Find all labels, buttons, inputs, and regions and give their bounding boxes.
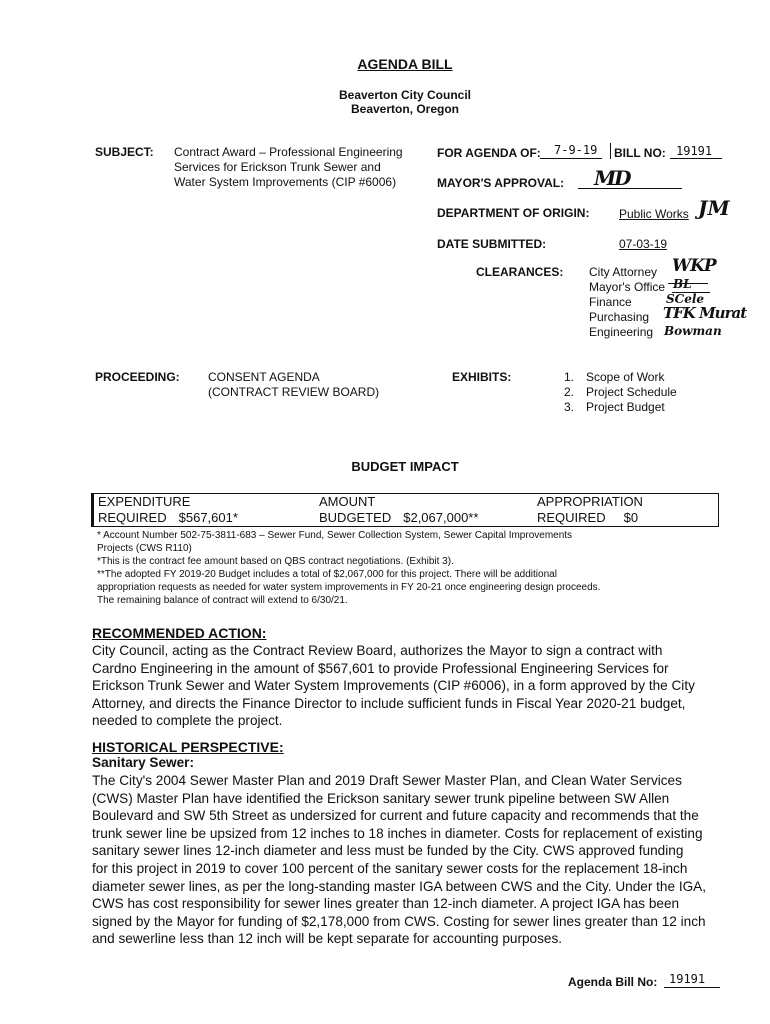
- proceeding-label: PROCEEDING:: [95, 370, 180, 384]
- expenditure-label: EXPENDITURE: [98, 494, 191, 509]
- clearance-signature: SCele: [666, 292, 705, 306]
- exhibit-item: 3. Project Budget: [564, 400, 665, 414]
- clearance-item: Engineering: [589, 325, 654, 339]
- body-line: diameter sewer lines, as per the long-standing master IGA between CWS and the City. Under the IGA,: [92, 878, 707, 894]
- bill-no-value: 19191: [676, 144, 713, 158]
- budget-impact-heading: BUDGET IMPACT: [351, 459, 459, 474]
- agenda-date-line: [540, 158, 602, 159]
- clearance-signature: WKP: [672, 256, 716, 276]
- agenda-of-label: FOR AGENDA OF:: [437, 146, 541, 160]
- mayor-signature: MD: [594, 166, 630, 190]
- body-line: Erickson Trunk Sewer and Water System Improvements (CIP #6006), in a form approved by the City: [92, 678, 695, 694]
- page-title: AGENDA BILL: [357, 56, 453, 72]
- clearances-label: CLEARANCES:: [476, 265, 564, 279]
- amount-label: AMOUNT: [319, 494, 376, 509]
- body-line: The City's 2004 Sewer Master Plan and 2019 Draft Sewer Master Plan, and Clean Water Services: [92, 773, 682, 788]
- footnote-line: *This is the contract fee amount based on QBS contract negotiations. (Exhibit 3).: [97, 556, 454, 567]
- body-line: and sewerline less than 12 inch will be kept separate for accounting purposes.: [92, 931, 563, 947]
- bill-no-label: BILL NO:: [614, 146, 666, 160]
- recommended-action-text: [92, 642, 752, 730]
- mayor-approval-label: MAYOR'S APPROVAL:: [437, 176, 565, 190]
- body-line: trunk sewer line be upsized from 12 inches to 18 inches in diameter. Costs for replacement of existing: [92, 825, 703, 841]
- footer-bill-label: Agenda Bill No:: [568, 975, 658, 989]
- body-line: (CWS) Master Plan have identified the Erickson sanitary sewer trunk pipeline between SW Allen: [92, 790, 670, 806]
- exhibits-list: [564, 370, 677, 415]
- subject-label: SUBJECT:: [95, 145, 154, 159]
- budget-footnotes: [97, 529, 737, 607]
- exhibit-item: 2. Project Schedule: [564, 385, 677, 399]
- body-line: CWS has cost responsibility for sewer lines greater than 12-inch diameter. A project IGA has been: [92, 896, 680, 912]
- council-location: Beaverton, Oregon: [350, 102, 460, 116]
- clearance-signature: Bowman: [664, 324, 722, 338]
- appropriation-value: $0: [623, 510, 639, 525]
- clearances-list: [589, 265, 665, 340]
- date-submitted-value: 07-03-19: [619, 237, 668, 251]
- agenda-date: 7-9-19: [554, 143, 598, 157]
- department-value: Public Works: [619, 207, 689, 221]
- subject-text: [174, 145, 403, 190]
- footnote-line: * Account Number 502-75-3811-683 – Sewer Fund, Sewer Collection System, Sewer Capital Improvements: [97, 530, 573, 541]
- department-initials: JM: [698, 196, 730, 220]
- clearance-signature: TFK Murat: [663, 304, 747, 322]
- appropriation-label: APPROPRIATION: [537, 494, 643, 509]
- clearance-item: Finance: [589, 295, 632, 309]
- sanitary-sewer-subheading: Sanitary Sewer:: [92, 755, 194, 770]
- amount-value: $2,067,000**: [403, 510, 479, 525]
- clearance-item: City Attorney: [589, 265, 658, 279]
- footnote-line: **The adopted FY 2019-20 Budget includes a total of $2,067,000 for this project. There will be additional: [97, 569, 557, 580]
- footnote-line: appropriation requests as needed for water system improvements in FY 20-21 once engineering design proceeds.: [97, 582, 601, 593]
- recommended-action-heading: RECOMMENDED ACTION:: [92, 625, 267, 641]
- clearance-item: Mayor's Office: [589, 280, 666, 294]
- appropriation-required: REQUIRED $0: [537, 510, 639, 525]
- proceeding-text: [208, 370, 379, 400]
- footnote-line: The remaining balance of contract will extend to 6/30/21.: [97, 595, 348, 606]
- historical-heading: HISTORICAL PERSPECTIVE:: [92, 739, 284, 755]
- body-line: sanitary sewer lines 12-inch diameter and less must be funded by the City. CWS approved funding: [92, 843, 684, 859]
- clearance-signature: BL: [673, 277, 692, 291]
- bill-no-divider: [610, 143, 611, 159]
- footer-bill-value: 19191: [669, 972, 706, 986]
- clearance-item: Purchasing: [589, 310, 650, 324]
- body-line: for this project in 2019 to cover 100 percent of the sanitary sewer costs for the replacement 18-inch: [92, 860, 688, 876]
- footer-bill-line: [664, 987, 720, 988]
- exhibits-label: EXHIBITS:: [452, 370, 512, 384]
- department-label: DEPARTMENT OF ORIGIN:: [437, 206, 590, 220]
- subject-line: Services for Erickson Trunk Sewer and: [174, 160, 381, 174]
- proceeding-line: CONSENT AGENDA: [208, 370, 320, 384]
- proceeding-line: (CONTRACT REVIEW BOARD): [208, 385, 380, 399]
- council-name: Beaverton City Council: [338, 88, 472, 102]
- subject-line: Contract Award – Professional Engineering: [174, 145, 403, 159]
- exhibit-item: 1. Scope of Work: [564, 370, 665, 384]
- historical-text: [92, 772, 752, 948]
- expenditure-value: $567,601*: [178, 510, 238, 525]
- subject-line: Water System Improvements (CIP #6006): [174, 175, 397, 189]
- body-line: Boulevard and SW 5th Street as undersized for current and future capacity and recommends that the: [92, 808, 699, 824]
- footnote-line: Projects (CWS R110): [97, 543, 192, 554]
- body-line: Cardno Engineering in the amount of $567,601 to provide Professional Engineering Services for: [92, 660, 669, 676]
- body-line: City Council, acting as the Contract Review Board, authorizes the Mayor to sign a contract with: [92, 643, 663, 658]
- body-line: needed to complete the project.: [92, 713, 283, 729]
- bill-no-line: [670, 158, 722, 159]
- date-submitted-label: DATE SUBMITTED:: [437, 237, 547, 251]
- body-line: Attorney, and directs the Finance Director to include sufficient funds in Fiscal Year 2020-21 budget,: [92, 695, 686, 711]
- amount-budgeted: BUDGETED $2,067,000**: [319, 510, 479, 525]
- body-line: signed by the Mayor for funding of $2,178,000 from CWS. Costing for sewer lines greater than 12 inch: [92, 913, 706, 929]
- expenditure-required: REQUIRED $567,601*: [98, 510, 238, 525]
